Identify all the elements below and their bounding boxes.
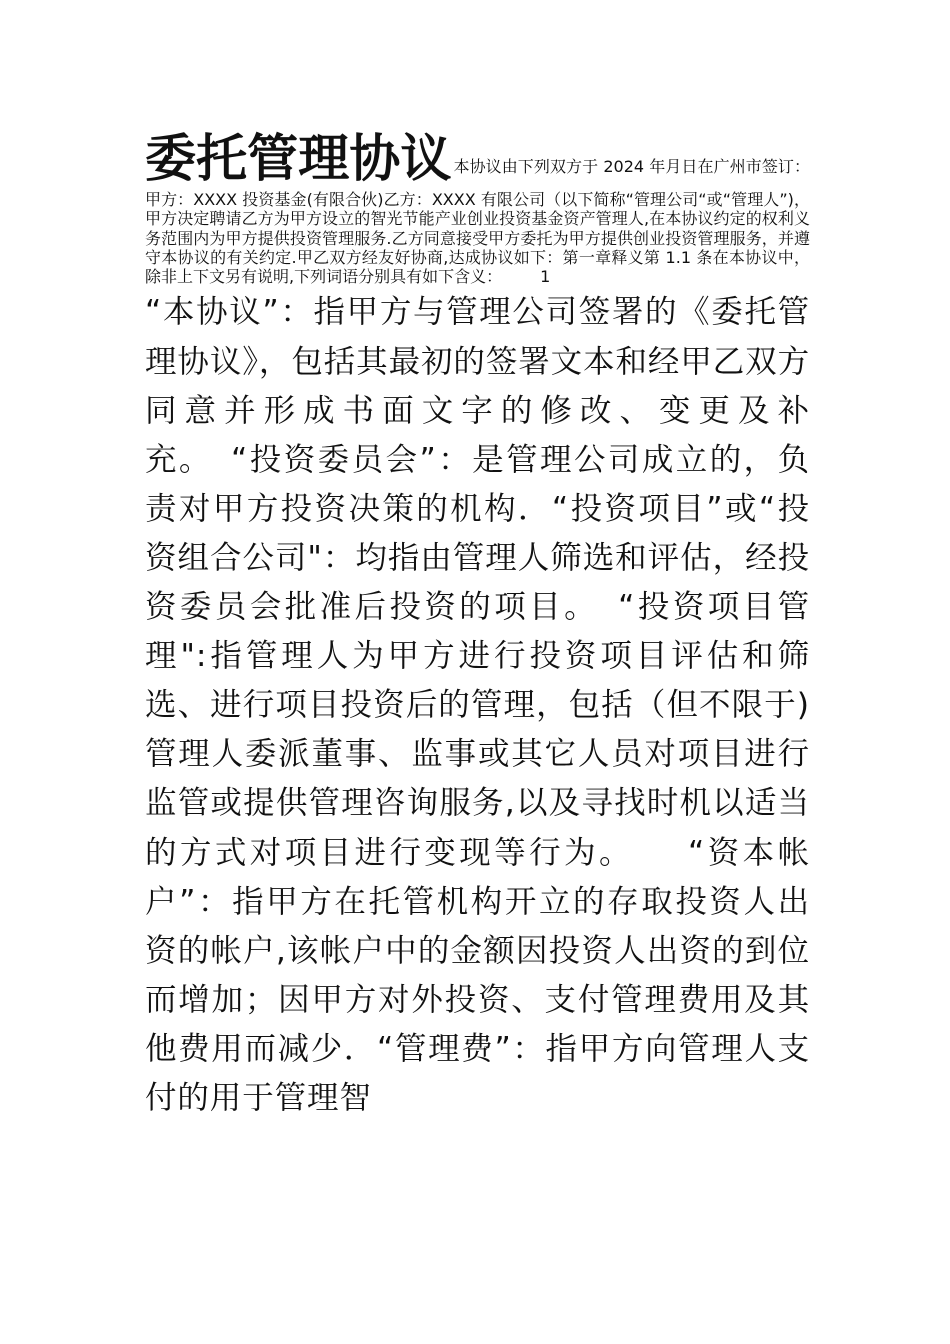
document-title: 委托管理协议 xyxy=(145,129,452,189)
document-page xyxy=(145,128,810,1123)
page-number: 1 xyxy=(540,267,551,287)
body-paragraph: “本协议”：指甲方与管理公司签署的《委托管理协议》，包括其最初的签署文本和经甲乙双方同意并形成书面文字的修改、变更及补充。 “投资委员会”：是管理公司成立的，负责对甲方投资决策的机构．“投资项目”或“投资组合公司"：均指由管理人筛选和评估，经投资委员会批准后投资的项目。 “投资项目管理":指管理人为甲方进行投资项目评估和筛选、进行项目投资后的管理，包括（但不限于)管理人委派董事、监事或其它人员对项目进行监管或提供管理咨询服务,以及寻找时机以适当的方式对项目进行变现等行为。 “资本帐户”：指甲方在托管机构开立的存取投资人出资的帐户,该帐户中的金额因投资人出资的到位而增加；因甲方对外投资、支付管理费用及其他费用而减少．“管理费”：指甲方向管理人支付的用于管理智 xyxy=(145,294,810,1116)
intro-paragraph xyxy=(145,128,810,286)
intro-text: 本协议由下列双方于 2024 年月日在广州市签订：甲方：XXXX 投资基金(有限合伙)乙方：XXXX 有限公司（以下简称“管理公司“或“管理人”)，甲方决定聘请乙方为甲方设立的智光节能产业创业投资基金资产管理人,在本协议约定的权利义务范围内为甲方提供投资管理服务.乙方同意接受甲方委托为甲方提供创业投资管理服务，并遵守本协议的有关约定.甲乙双方经友好协商,达成协议如下：第一章释义第 1.1 条在本协议中，除非上下文另有说明,下列词语分别具有如下含义： xyxy=(145,157,810,287)
